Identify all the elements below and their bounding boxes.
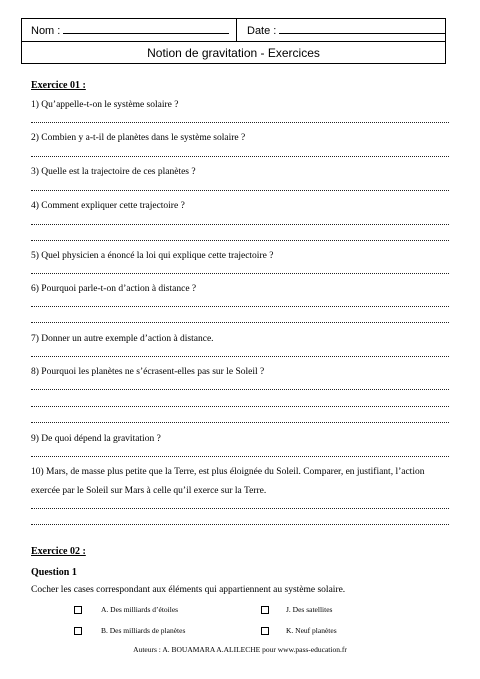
answer-line[interactable] — [31, 190, 449, 191]
answer-line[interactable] — [31, 224, 449, 225]
question-4: 4) Comment expliquer cette trajectoire ? — [31, 201, 185, 211]
question-5: 5) Quel physicien a énoncé la loi qui explique cette trajectoire ? — [31, 251, 274, 261]
question-3: 3) Quelle est la trajectoire de ces planètes ? — [31, 167, 196, 177]
date-label: Date : — [247, 25, 277, 37]
answer-line[interactable] — [31, 273, 449, 274]
question-10-continued: exercée par le Soleil sur Mars à celle qu’il exerce sur la Terre. — [31, 486, 267, 496]
question1-title: Question 1 — [31, 567, 77, 578]
question-10: 10) Mars, de masse plus petite que la Terre, est plus éloignée du Soleil. Comparer, en justifiant, l’action — [31, 467, 425, 477]
exercice1-title: Exercice 01 : — [31, 80, 86, 91]
answer-line[interactable] — [31, 156, 449, 157]
page-title: Notion de gravitation - Exercices — [147, 46, 320, 60]
footer-site-link[interactable]: www.pass-education.fr — [277, 645, 347, 654]
question-9: 9) De quoi dépend la gravitation ? — [31, 434, 161, 444]
option-j-label: J. Des satellites — [286, 605, 333, 614]
answer-line[interactable] — [31, 406, 449, 407]
option-b-label: B. Des milliards de planètes — [101, 626, 186, 635]
answer-line[interactable] — [31, 456, 449, 457]
option-a-label: A. Des milliards d’étoiles — [101, 605, 179, 614]
answer-line[interactable] — [31, 240, 449, 241]
name-blank[interactable] — [63, 23, 229, 34]
answer-line[interactable] — [31, 508, 449, 509]
header-divider — [236, 19, 237, 41]
checkbox-k[interactable] — [261, 627, 269, 635]
question-2: 2) Combien y a-t-il de planètes dans le système solaire ? — [31, 133, 246, 143]
instruction-text: Cocher les cases correspondant aux éléments qui appartiennent au système solaire. — [31, 585, 346, 595]
footer — [0, 645, 480, 654]
answer-line[interactable] — [31, 322, 449, 323]
answer-line[interactable] — [31, 356, 449, 357]
footer-authors: Auteurs : A. BOUAMARA A.ALILECHE pour — [133, 645, 278, 654]
checkbox-j[interactable] — [261, 606, 269, 614]
question-8: 8) Pourquoi les planètes ne s’écrasent-elles pas sur le Soleil ? — [31, 367, 265, 377]
name-label: Nom : — [31, 25, 61, 37]
answer-line[interactable] — [31, 389, 449, 390]
answer-line[interactable] — [31, 422, 449, 423]
checkbox-b[interactable] — [74, 627, 82, 635]
question-7: 7) Donner un autre exemple d’action à distance. — [31, 334, 214, 344]
exercice2-title: Exercice 02 : — [31, 546, 86, 557]
name-field[interactable] — [31, 23, 229, 37]
question-1: 1) Qu’appelle-t-on le système solaire ? — [31, 100, 179, 110]
date-blank[interactable] — [279, 23, 445, 34]
date-field[interactable] — [247, 23, 445, 37]
answer-line[interactable] — [31, 524, 449, 525]
checkbox-a[interactable] — [74, 606, 82, 614]
answer-line[interactable] — [31, 122, 449, 123]
question-6: 6) Pourquoi parle-t-on d’action à distance ? — [31, 284, 197, 294]
answer-line[interactable] — [31, 306, 449, 307]
option-k-label: K. Neuf planètes — [286, 626, 337, 635]
header-box — [21, 18, 446, 64]
